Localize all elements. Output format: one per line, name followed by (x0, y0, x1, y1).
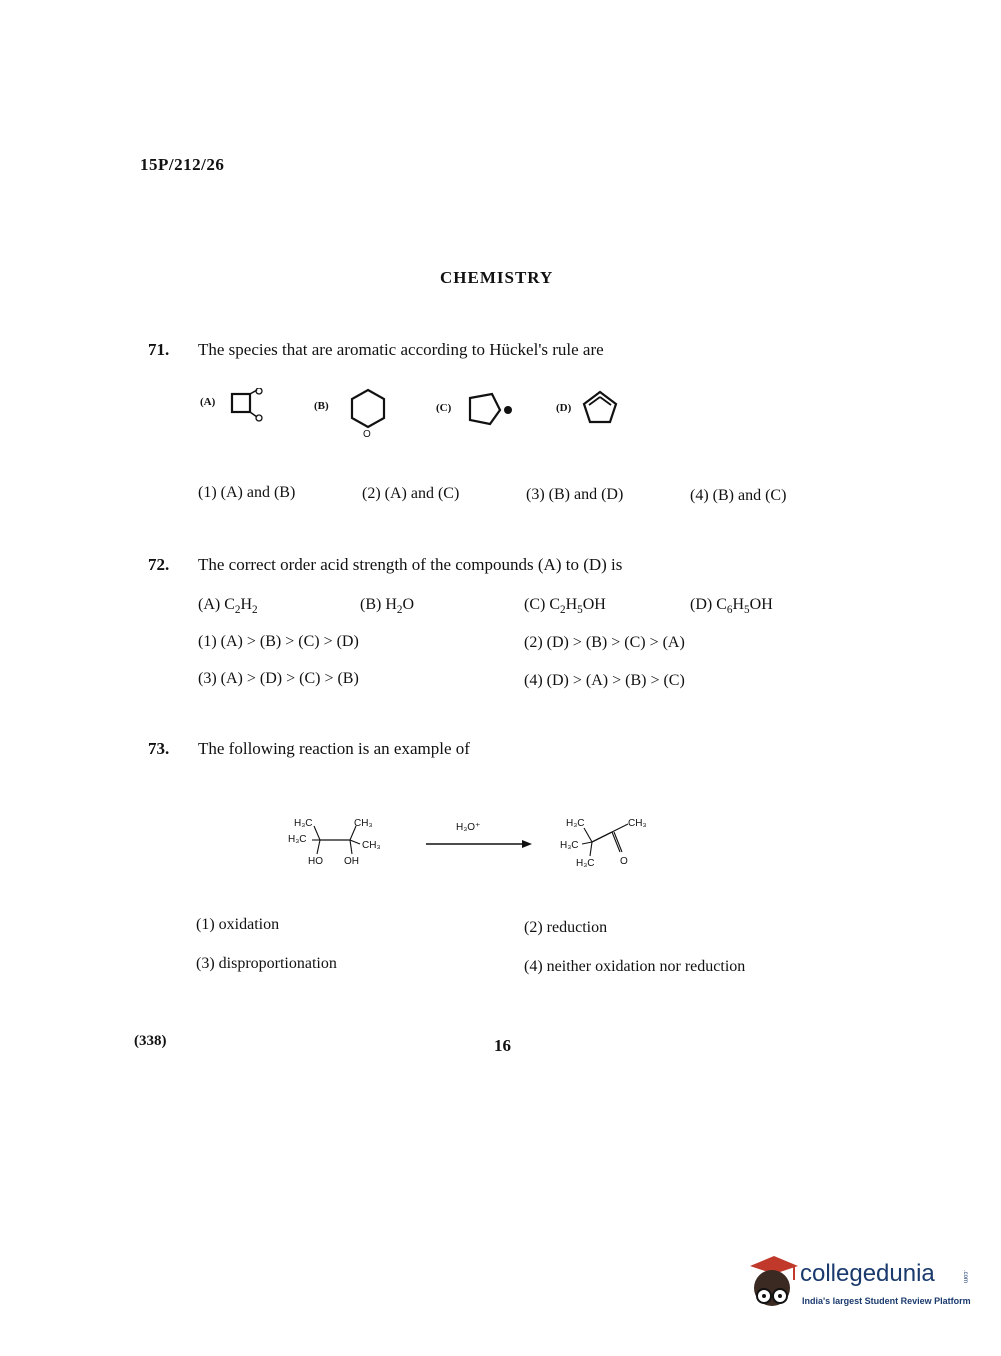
q71-option-2: (2) (A) and (C) (362, 485, 460, 502)
q71-label-b: (B) (314, 400, 329, 412)
reactant-label-ho: HO (308, 856, 323, 867)
reaction-product-pinacolone (556, 812, 676, 876)
reaction-arrow (424, 818, 536, 854)
structure-a-cyclobutadiene-cation (226, 388, 266, 422)
q72-option-2: (2) (D) > (B) > (C) > (A) (524, 634, 685, 651)
q71-number: 71. (148, 340, 170, 359)
q73-number: 73. (148, 739, 170, 758)
q72-compound-b: (B) $H_2O$ (360, 596, 415, 617)
q71-label-d: (D) (556, 402, 572, 414)
svg-text:O: O (363, 429, 371, 440)
q72-number: 72. (148, 555, 170, 574)
section-title: CHEMISTRY (440, 268, 554, 287)
product-label-o: O (620, 856, 628, 867)
logo-mascot-icon (744, 1252, 800, 1316)
q73-option-3: (3) disproportionation (196, 955, 337, 972)
q72-compound-a: (A) $C_2H_2$ (198, 596, 258, 617)
logo-tagline: India's largest Student Review Platform (802, 1296, 971, 1306)
q72-compound-d: (D) $C_6H_5OH$ (690, 596, 773, 617)
reactant-label-ch3-mid: CH₃ (362, 840, 381, 851)
q73-option-4: (4) neither oxidation nor reduction (524, 958, 746, 975)
q71-option-1: (1) (A) and (B) (198, 484, 296, 501)
product-label-ch3: CH₃ (628, 818, 647, 829)
q72-option-3: (3) (A) > (D) > (C) > (B) (198, 670, 359, 687)
q73-option-1: (1) oxidation (196, 916, 280, 933)
q72-option-4: (4) (D) > (A) > (B) > (C) (524, 672, 685, 689)
page-number: 16 (494, 1036, 511, 1055)
q71-label-a: (A) (200, 396, 216, 408)
product-label-h3c-mid: H₃C (560, 840, 579, 851)
structure-c-cyclopentadienyl-radical (462, 390, 518, 430)
q72-compound-c: (C) $C_2H_5OH$ (524, 596, 606, 617)
structure-d-cyclopentadienyl-cation (580, 388, 622, 428)
product-label-h3c-bottom: H₃C (576, 858, 595, 869)
logo-brand: collegedunia (800, 1260, 935, 1287)
q72-option-1: (1) (A) > (B) > (C) > (D) (198, 633, 359, 650)
reactant-label-h3c-mid: H₃C (288, 834, 307, 845)
q73-text: The following reaction is an example of (198, 739, 470, 758)
q73-option-2: (2) reduction (524, 919, 608, 936)
reactant-label-ch3-top: CH₃ (354, 818, 373, 829)
logo-suffix: .com (962, 1270, 968, 1284)
collegedunia-logo (744, 1252, 974, 1322)
q71-text: The species that are aromatic according to Hückel's rule are (198, 340, 604, 359)
q71-label-c: (C) (436, 402, 452, 414)
reactant-label-h3c-top: H₃C (294, 818, 313, 829)
reactant-label-oh: OH (344, 856, 359, 867)
q72-text: The correct order acid strength of the compounds (A) to (D) is (198, 555, 623, 574)
product-label-h3c-top: H₃C (566, 818, 585, 829)
paper-id: (338) (134, 1033, 167, 1049)
q71-option-3: (3) (B) and (D) (526, 486, 624, 503)
reaction-reactant-pinacol (284, 812, 404, 872)
reaction-reagent: H₃O⁺ (456, 822, 481, 833)
q71-option-4: (4) (B) and (C) (690, 487, 787, 504)
paper-code: 15P/212/26 (140, 155, 225, 174)
structure-b-pyran (346, 386, 390, 440)
